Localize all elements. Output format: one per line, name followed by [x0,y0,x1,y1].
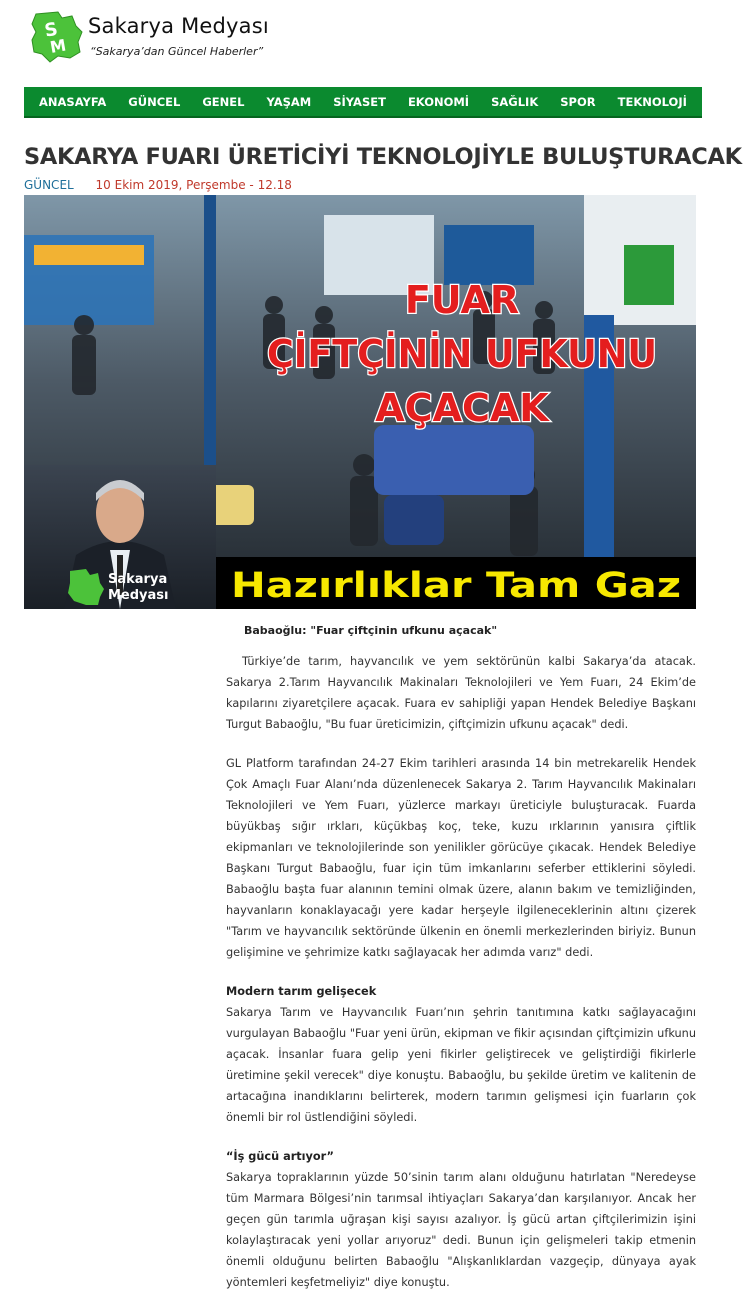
hero-logo-line-2: Medyası [108,588,169,603]
site-name[interactable]: Sakarya Medyası [88,14,269,38]
nav-item-7[interactable]: SAĞLIK [491,94,539,109]
nav-item-4[interactable]: YAŞAM [266,94,312,109]
category-link[interactable]: GÜNCEL [24,178,74,192]
article-meta [24,178,292,192]
hero-headline-2: ÇİFTÇİNİN UFKUNU [267,332,657,376]
nav-item-2[interactable]: GÜNCEL [128,94,181,109]
paragraph: GL Platform tarafından 24-27 Ekim tarihleri arasında 14 bin metrekarelik Hendek Çok Amaçlı Fuar Alanı’nda düzenlenecek Sakarya 2. Tarım Hayvancılık Makinaları Teknolojileri ve Yem Fuarı, yüzlerce markayı üreticiyle buluşturacak. Fuarda büyükbaş sığır ırkları, küçükbaş koç, teke, kuzu ırklarının yanısıra çiftlik ekipmanları ve teknolojilerinde son yenilikler görücüye çıkacak. Hendek Belediye Başkanı Turgut Babaoğlu, fuar için tüm imkanlarını seferber ettiklerini söyledi. Babaoğlu başta fuar alanının temini olmak üzere, alanın bakım ve temizliğinden, hayvanların konaklayacağı yere kadar herşeyle ilgileneceklerinin altını çizerek "Tarım ve hayvancılık sektöründe ülkenin en önemli merkezlerinden biriyiz. Bunun gelişimine ve şehrimize katkı sağlayacak her adımda varız" dedi. [226,757,696,959]
article-lead: Babaoğlu: "Fuar çiftçinin ufkunu açacak" [244,624,498,637]
nav-item-8[interactable]: SPOR [560,94,596,109]
nav-item-1[interactable]: ANASAYFA [39,94,107,109]
nav-item-9[interactable]: TEKNOLOJİ [617,94,687,109]
hero-logo-line-1: Sakarya [108,572,168,587]
subheading: “İş gücü artıyor” [226,1150,334,1163]
article-title: SAKARYA FUARI ÜRETİCİYİ TEKNOLOJİYLE BULUŞTURACAK [24,144,742,170]
hero-headline-1: FUAR [404,278,520,322]
hero-banner-text: Hazırlıklar Tam Gaz [231,566,681,606]
main-nav [24,87,702,118]
site-header [0,0,752,80]
nav-item-3[interactable]: GENEL [202,94,245,109]
nav-item-6[interactable]: EKONOMİ [407,94,470,109]
nav-item-5[interactable]: SİYASET [333,94,386,109]
logo-letter-s: S [42,18,60,42]
site-tagline: “Sakarya’dan Güncel Haberler” [90,45,264,58]
publish-date: 10 Ekim 2019, Perşembe - 12.18 [95,178,292,192]
paragraph: Sakarya topraklarının yüzde 50’sinin tarım alanı olduğunu hatırlatan "Neredeyse tüm Marmara Bölgesi’nin tarımsal ihtiyaçları Sakarya’dan karşılanıyor. Ancak her geçen gün tarımla uğraşan kişi sayısı azalıyor. İş gücü artan çiftçilerimizin işini kolaylaştıracak yeni yollar arıyoruz" dedi. Bunun için gelişmeleri takip etmenin önemli olduğunu belirten Babaoğlu "Alışkanlıklardan vazgeçip, dünyaya ayak yöntemleri keşfetmeliyiz" diye konuştu. [226,1171,696,1289]
paragraph: Sakarya Tarım ve Hayvancılık Fuarı’nın şehrin tanıtımına katkı sağlayacağını vurgulayan Babaoğlu "Fuar yeni ürün, ekipman ve fikir açısından çiftçimizin ufkunu açacak. İnsanlar fuara gelip yeni fikirler geliştirecek ve geliştirdiği fikirlerle üretimine şekil verecek" diye konuştu. Babaoğlu, bu şekilde üretim ve kalitenin de artacağına inandıklarını belirterek, modern tarımın gelişmesi için fuarların çok önemli bir rol üstlendiğini söyledi. [226,1006,696,1124]
logo-letter-m: M [48,35,68,57]
sakarya-map-logo-icon[interactable] [28,8,84,64]
paragraph: Türkiye’de tarım, hayvancılık ve yem sektörünün kalbi Sakarya’da atacak. Sakarya 2.Tarım Hayvancılık Makinaları Teknolojileri ve Yem Fuarı, 24 Ekim’de kapılarını ziyaretçilere açacak. Fuara ev sahipliği yapan Hendek Belediye Başkanı Turgut Babaoğlu, "Bu fuar üreticimizin, çiftçimizin ufkunu açacak" dedi. [226,655,696,731]
hero-image [24,195,696,609]
article-body [226,624,696,1289]
subheading: Modern tarım gelişecek [226,985,377,998]
hero-headline-3: AÇACAK [375,386,549,430]
